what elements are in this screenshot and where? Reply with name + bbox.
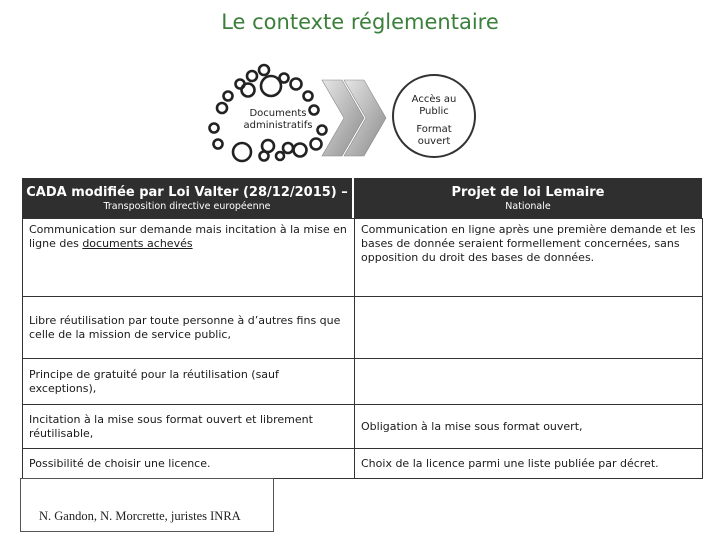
left-cell: Libre réutilisation par toute personne à d’autres fins que celle de la mission de service public, (23, 297, 355, 359)
ring-label-line2: administratifs (243, 120, 313, 131)
public-access-circle (392, 74, 476, 158)
right-header-title: Projet de loi Lemaire (451, 185, 605, 200)
left-header-title: CADA modifiée par Loi Valter (28/12/2015) – (26, 185, 348, 200)
double-chevron-right-icon (320, 78, 390, 158)
table-row (23, 449, 703, 479)
table-row (23, 219, 703, 297)
ring-label-line1: Documents (249, 108, 307, 119)
page-title: Le contexte réglementaire (221, 10, 499, 34)
left-cell: Principe de gratuité pour la réutilisation (sauf exceptions), (23, 359, 355, 405)
ring-label (228, 108, 328, 132)
left-column-header (22, 178, 352, 218)
footer-authors: N. Gandon, N. Morcrette, juristes INRA (20, 478, 274, 532)
circle-line4: ouvert (417, 136, 451, 147)
right-column-header (354, 178, 702, 218)
right-cell: Obligation à la mise sous format ouvert, (355, 405, 703, 449)
right-cell (355, 297, 703, 359)
right-cell (355, 359, 703, 405)
circle-line1: Accès au (411, 94, 457, 105)
left-cell-text: Communication sur demande mais incitation à la mise en ligne des (29, 223, 347, 250)
left-cell-underlined: documents achevés (82, 237, 193, 250)
comparison-table (22, 218, 703, 479)
table-row (23, 405, 703, 449)
left-header-subtitle: Transposition directive européenne (103, 201, 271, 212)
circle-line2: Public (419, 106, 449, 117)
left-cell (23, 219, 355, 297)
table-row (23, 297, 703, 359)
left-cell: Incitation à la mise sous format ouvert et librement réutilisable, (23, 405, 355, 449)
circle-line3: Format (416, 124, 452, 135)
right-cell: Choix de la licence parmi une liste publiée par décret. (355, 449, 703, 479)
left-cell: Possibilité de choisir une licence. (23, 449, 355, 479)
right-cell: Communication en ligne après une première demande et les bases de donnée seraient formellement concernées, sans opposition du droit des bases de données. (355, 219, 703, 297)
right-header-subtitle: Nationale (505, 201, 551, 212)
table-row (23, 359, 703, 405)
